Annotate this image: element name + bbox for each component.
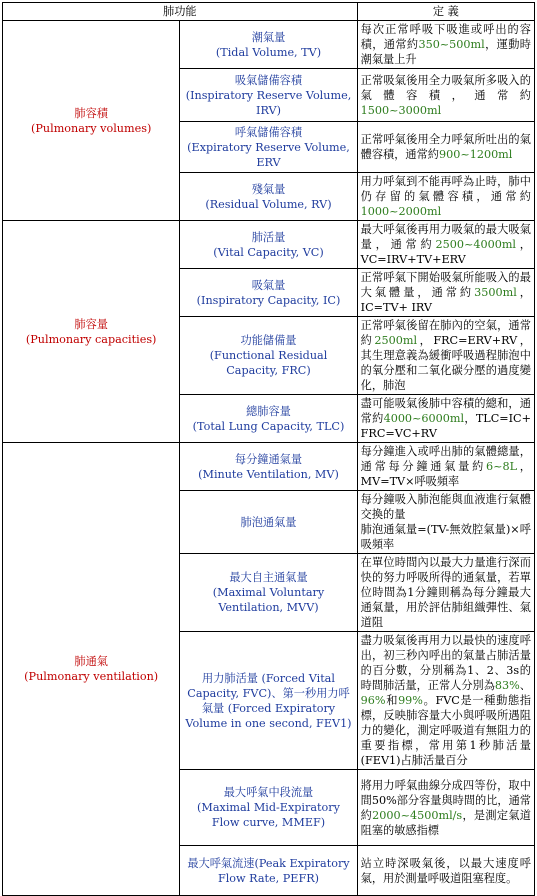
parameter-name-en: (Residual Volume, RV): [205, 197, 332, 211]
table-row: [3, 21, 535, 69]
definition-value-highlight: 83%: [494, 679, 520, 692]
definition-cell: [357, 221, 534, 269]
definition-text: ，TLC=IC+ FRC=VC+RV: [360, 412, 531, 440]
definition-value-highlight: 96%: [360, 694, 386, 707]
definition-value-highlight: 2000~4500ml/s: [372, 808, 463, 822]
definition-text: 正常呼氣下開始吸氣所能吸入的最大氣體量，通常約: [360, 271, 531, 299]
definition-text: ，運動時潮氣量上升: [360, 38, 531, 66]
definition-text: 正常呼氣後用全力呼氣所吐出的氣體容積，通常約: [360, 133, 531, 161]
definition-cell: [357, 269, 534, 317]
definition-cell: [357, 770, 534, 846]
definition-text: ，IC=TV+ IRV: [360, 286, 531, 314]
definition-value-highlight: 6~8L: [486, 460, 518, 473]
definition-value-highlight: 350~500ml: [418, 38, 485, 51]
definition-value-highlight: 99%: [398, 694, 423, 707]
parameter-name-zh: 殘氣量: [251, 182, 286, 196]
definition-cell: [357, 846, 534, 896]
parameter-name-en: (Vital Capacity, VC): [213, 245, 324, 259]
definition-text: 在單位時間內以最大力量進行深而快的努力呼吸所得的通氣量，若單位時間為1分鐘則稱為每分鐘最大通氣量，用於評估肺組織彈性、氣道阻: [360, 556, 531, 629]
category-name: 肺容積: [74, 106, 108, 120]
definition-text: 盡力吸氣後再用力以最快的速度呼出，初三秒內呼出的氣量占肺活量的百分數，分別稱為1、2、3s的時間肺活量，正常人分別為: [360, 634, 531, 692]
parameter-name-zh: 最大呼氣中段流量: [223, 786, 314, 799]
definition-value-highlight: 1500~3000ml: [360, 103, 442, 117]
table-row: [3, 443, 535, 491]
header-function: 肺功能: [3, 3, 358, 21]
parameter-name-zh: 潮氣量: [251, 30, 286, 44]
definition-text: ，MV=TV×呼吸頻率: [360, 460, 531, 488]
parameter-name-zh: 用力肺活量 (Forced Vital Capacity, FVC)、第一秒用力呼氣量 (Forced Expiratory Volume in one second, FEV1): [185, 671, 352, 730]
definition-value-highlight: 1000~2000ml: [360, 205, 442, 218]
parameter-name-cell: [180, 770, 357, 846]
category-english: (Pulmonary capacities): [25, 332, 157, 346]
parameter-name-cell: [180, 221, 357, 269]
category-name: 肺通氣: [74, 655, 108, 668]
definition-cell: [357, 317, 534, 395]
definition-text: 將用力呼氣曲線分成四等份，取中間50%部分容量與時間的比，通常約: [360, 778, 531, 822]
definition-cell: [357, 69, 534, 122]
parameter-name-zh: 吸氣儲備容積: [234, 73, 303, 87]
definition-value-highlight: 3500ml: [474, 286, 517, 299]
definition-cell: [357, 443, 534, 491]
definition-value-highlight: 4000~6000ml: [383, 412, 465, 425]
definition-text: 每分鐘進入或呼出肺的氣體總量，通常每分鐘通氣量約: [360, 445, 531, 473]
parameter-name-cell: [180, 443, 357, 491]
header-definition: 定 義: [357, 3, 534, 21]
parameter-name-zh: 功能儲備量: [240, 334, 297, 347]
definition-text: ，VC=IRV+TV+ERV: [360, 238, 531, 266]
definition-text: 正常吸氣後用全力吸氣所多吸入的氣體容積，通常約: [360, 73, 531, 102]
parameter-name-zh: 吸氣量: [251, 278, 286, 292]
parameter-name-zh: 肺泡通氣量: [240, 515, 297, 529]
definition-cell: [357, 632, 534, 770]
parameter-name-zh: 最大呼氣流速(Peak Expiratory Flow Rate, PEFR): [187, 856, 350, 885]
definition-cell: [357, 395, 534, 443]
parameter-name-cell: [180, 554, 357, 632]
definition-text: 每次正常呼吸下吸進或呼出的容積，通常約: [360, 23, 531, 51]
parameter-name-en: (Minute Ventilation, MV): [198, 467, 339, 481]
parameter-name-cell: [180, 395, 357, 443]
category-cell: [3, 443, 180, 896]
lung-function-table: [2, 2, 535, 896]
category-english: (Pulmonary volumes): [31, 121, 152, 135]
definition-text: 肺泡通氣量=(TV-無效腔氣量)×呼吸頻率: [360, 523, 531, 551]
parameter-name-cell: [180, 173, 357, 221]
definition-text: 盡可能吸氣後肺中容積的總和，通常約: [360, 397, 531, 425]
parameter-name-cell: [180, 122, 357, 173]
parameter-name-en: (Inspiratory Reserve Volume, IRV): [185, 88, 352, 117]
parameter-name-cell: [180, 632, 357, 770]
definition-text: 正常呼氣後留在肺內的空氣，通常約: [360, 319, 531, 347]
parameter-name-en: (Total Lung Capacity, TLC): [192, 419, 345, 433]
category-cell: [3, 21, 180, 221]
parameter-name-cell: [180, 317, 357, 395]
parameter-name-cell: [180, 269, 357, 317]
definition-text: 。FVC是一種動態指標，反映肺容量大小與呼吸所遇阻力的變化，測定呼吸道有無阻力的重要指標，常用第1秒肺活量(FEV1)占肺活量百分: [360, 694, 531, 767]
parameter-name-zh: 最大自主通氣量: [229, 571, 308, 584]
parameter-name-en: (Tidal Volume, TV): [215, 45, 322, 59]
definition-cell: [357, 173, 534, 221]
parameter-name-en: (Maximal Mid-Expiratory Flow curve, MMEF): [197, 801, 340, 829]
definition-text: 每分鐘吸入肺泡能與血液進行氣體交換的量: [360, 493, 531, 521]
definition-cell: [357, 491, 534, 554]
parameter-name-en: (Inspiratory Capacity, IC): [196, 293, 341, 307]
parameter-name-en: (Maximal Voluntary Ventilation, MVV): [212, 586, 325, 614]
definition-text: 、: [519, 679, 531, 692]
definition-text: 用力呼氣到不能再呼為止時，肺中仍存留的氣體容積，通常約: [360, 175, 531, 203]
table-header-row: [3, 3, 535, 21]
definition-value-highlight: 2500ml: [374, 334, 418, 347]
parameter-name-zh: 每分鐘通氣量: [234, 452, 303, 466]
parameter-name-zh: 呼氣儲備容積: [234, 125, 303, 139]
parameter-name-cell: [180, 846, 357, 896]
definition-text: 最大呼氣後再用力吸氣的最大吸氣量，通常約: [360, 223, 531, 251]
table-row: [3, 221, 535, 269]
definition-cell: [357, 21, 534, 69]
category-cell: [3, 221, 180, 443]
table-body: [3, 21, 535, 896]
parameter-name-zh: 肺活量: [251, 230, 286, 244]
definition-value-highlight: 900~1200ml: [438, 148, 513, 161]
definition-text: ，FRC=ERV+RV，其生理意義為緩衝呼吸過程肺泡中的氧分壓和二氧化碳分壓的過度變化，肺泡: [360, 334, 531, 392]
category-name: 肺容量: [74, 317, 108, 331]
parameter-name-zh: 總肺容量: [246, 404, 291, 418]
parameter-name-en: (Functional Residual Capacity, FRC): [209, 349, 328, 377]
definition-value-highlight: 2500~4000ml: [435, 238, 517, 251]
definition-cell: [357, 122, 534, 173]
category-english: (Pulmonary ventilation): [24, 670, 159, 683]
definition-text: 站立時深吸氣後，以最大速度呼氣，用於測量呼吸道阻塞程度。: [360, 856, 531, 885]
parameter-name-cell: [180, 69, 357, 122]
definition-text: ，是測定氣道阻塞的敏感指標: [360, 808, 531, 837]
parameter-name-cell: [180, 21, 357, 69]
parameter-name-cell: [180, 491, 357, 554]
definition-text: 和: [385, 694, 399, 707]
definition-cell: [357, 554, 534, 632]
parameter-name-en: (Expiratory Reserve Volume, ERV: [187, 140, 350, 169]
